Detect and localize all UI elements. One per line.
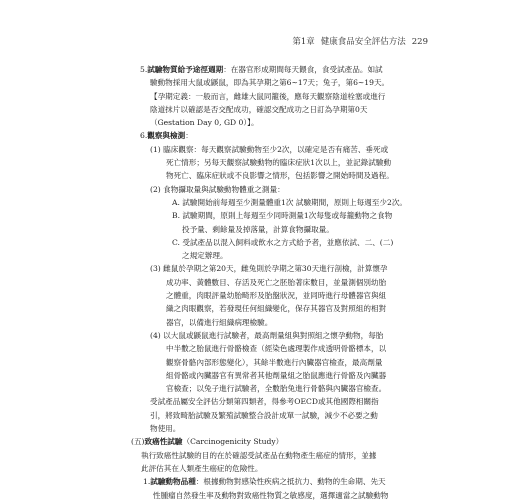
text-line xyxy=(131,462,431,475)
line-text: (1) 臨床觀察：每天觀察試驗動物至少2次，以確定是否有痛苦、垂死或 xyxy=(150,144,389,154)
text-line xyxy=(131,262,431,275)
text-line xyxy=(131,449,431,462)
text-line xyxy=(131,183,431,196)
line-text: 6. xyxy=(140,131,148,141)
line-text: 陰道抹片以確認是否交配成功，確認交配成功之日訂為孕期第0天 xyxy=(150,104,368,114)
line-text: B. 試驗期間，原則上每週至少同時測量1次每隻或每籠動物之食物 xyxy=(172,211,393,221)
text-line xyxy=(131,236,431,249)
line-text: (五) xyxy=(131,437,145,447)
line-text: (2) 食物攝取量與試驗動物體重之測量： xyxy=(150,184,285,194)
text-line xyxy=(131,169,431,182)
line-text: (4) 以大鼠或鼷鼠進行試驗者，最高劑量組與對照組之懷孕動物，每胎 xyxy=(150,330,384,340)
bold-heading-text: 試驗物質給予途徑週期 xyxy=(147,65,224,74)
chapter-label: 第1章 xyxy=(292,37,315,47)
text-line xyxy=(131,422,431,435)
text-line xyxy=(131,289,431,302)
line-text: 中半數之胎鼠進行骨骼檢查（經染色處理製作成透明骨骼標本，以 xyxy=(166,344,387,354)
line-text: 驗動物採用大鼠或鼷鼠，即為其孕期之第6∼17天；兔子，第6∼19天。 xyxy=(150,78,390,88)
line-text: （Gestation Day 0, GD 0）】。 xyxy=(150,118,259,128)
line-text: 此評估其在人類產生癌症的危險性。 xyxy=(141,463,263,473)
bold-heading-text: 觀察與檢測 xyxy=(147,131,186,141)
line-text: 組骨骼或內臟器官有異常者其他劑量組之胎鼠應進行骨骼及內臟器 xyxy=(166,370,387,380)
line-text: 官檢查；以兔子進行試驗者，全數胎兔進行骨骼與內臟器官檢查。 xyxy=(166,384,387,394)
line-text: 之規定辦理。 xyxy=(182,251,228,261)
text-line xyxy=(131,329,431,342)
text-line xyxy=(131,409,431,422)
line-text: 死亡情形；另每天觀察試驗動物的臨床症狀1次以上，並記錄試驗動 xyxy=(166,158,392,168)
text-line xyxy=(131,302,431,315)
text-line xyxy=(131,369,431,382)
bold-heading-text: 致癌性試驗 xyxy=(144,437,183,447)
line-text: C. 受試產品以混入飼料或飲水之方式給予者，並應依試、二、(二) xyxy=(172,237,394,247)
line-text: ：根據動物對感染性疾病之抵抗力、動物的生命期、先天 xyxy=(195,477,386,487)
line-text: 之體重，肉眼評量幼胎畸形及胎盤狀況，並同時進行母體器官與組 xyxy=(166,291,387,301)
line-text: (3) 雌鼠於孕期之第20天，雌兔則於孕期之第30天進行剖檢，計算懷孕 xyxy=(150,264,388,274)
text-line xyxy=(131,395,431,408)
line-text: （Carcinogenicity Study） xyxy=(182,437,284,447)
text-line xyxy=(131,90,431,103)
text-line xyxy=(131,356,431,369)
text-line xyxy=(131,435,431,448)
text-line xyxy=(131,342,431,355)
line-text: 1. xyxy=(143,477,151,487)
text-line xyxy=(131,76,431,89)
text-line xyxy=(131,223,431,236)
text-line xyxy=(131,209,431,222)
line-text: 物死亡、臨床症狀或不良影響之情形，包括影響之開始時間及過程。 xyxy=(166,171,394,181)
text-line xyxy=(131,156,431,169)
text-line xyxy=(131,249,431,262)
text-line xyxy=(131,475,431,488)
line-text: 【孕期定義：一般而言，雌雄大鼠同籠後，應每天觀察陰道栓塞或進行 xyxy=(150,91,386,101)
running-header xyxy=(292,35,428,47)
text-line xyxy=(131,316,431,329)
text-line xyxy=(131,382,431,395)
line-text: 5. xyxy=(140,65,148,74)
line-text: 投予量、剩餘量及掉落量，計算食物攝取量。 xyxy=(182,224,334,234)
text-line xyxy=(131,143,431,156)
text-line xyxy=(131,129,431,142)
line-text: 引，將致畸胎試驗及繁殖試驗整合設計成單一試驗，減少不必要之動 xyxy=(150,410,378,420)
line-text: 執行致癌性試驗的目的在於確認受試產品在動物產生癌症的情形，並據 xyxy=(141,450,377,460)
bold-heading-text: 試驗動物品種 xyxy=(150,477,196,487)
page-body-text xyxy=(131,63,431,502)
line-text: A. 試驗開始前每週至少測量體重1次 試驗期間，原則上每週至少2次。 xyxy=(172,197,408,207)
chapter-title: 健康食品安全評估方法 xyxy=(320,37,406,47)
text-line xyxy=(131,63,431,76)
line-text: ： xyxy=(185,131,193,141)
line-text: 觀察骨骼內部形態變化），其餘半數進行內臟器官檢查，最高劑量 xyxy=(166,357,383,367)
page-number: 229 xyxy=(411,37,428,47)
line-text: 受試產品屬安全評估分類第四類者，得參考OECD或其他國際相關指 xyxy=(150,397,379,407)
text-line xyxy=(131,116,431,129)
line-text: 性腫瘤自然發生率及動物對致癌性物質之敏感度，選擇適當之試驗動物 xyxy=(153,490,389,500)
line-text: 物使用。 xyxy=(150,424,181,434)
text-line xyxy=(131,103,431,116)
line-text: 織之肉眼觀察，若發現任何組織變化，保存其器官及對照組的相對 xyxy=(166,304,387,314)
line-text: 器官，以備進行組織病理檢驗。 xyxy=(166,317,273,327)
text-line xyxy=(131,196,431,209)
line-text: ：在器官形成期間每天餵食，食受試產品。如試 xyxy=(223,65,383,74)
line-text: 成功率、黃體數目、存活及死亡之胚胎著床數目，並量測個別幼胎 xyxy=(166,277,387,287)
text-line xyxy=(131,276,431,289)
